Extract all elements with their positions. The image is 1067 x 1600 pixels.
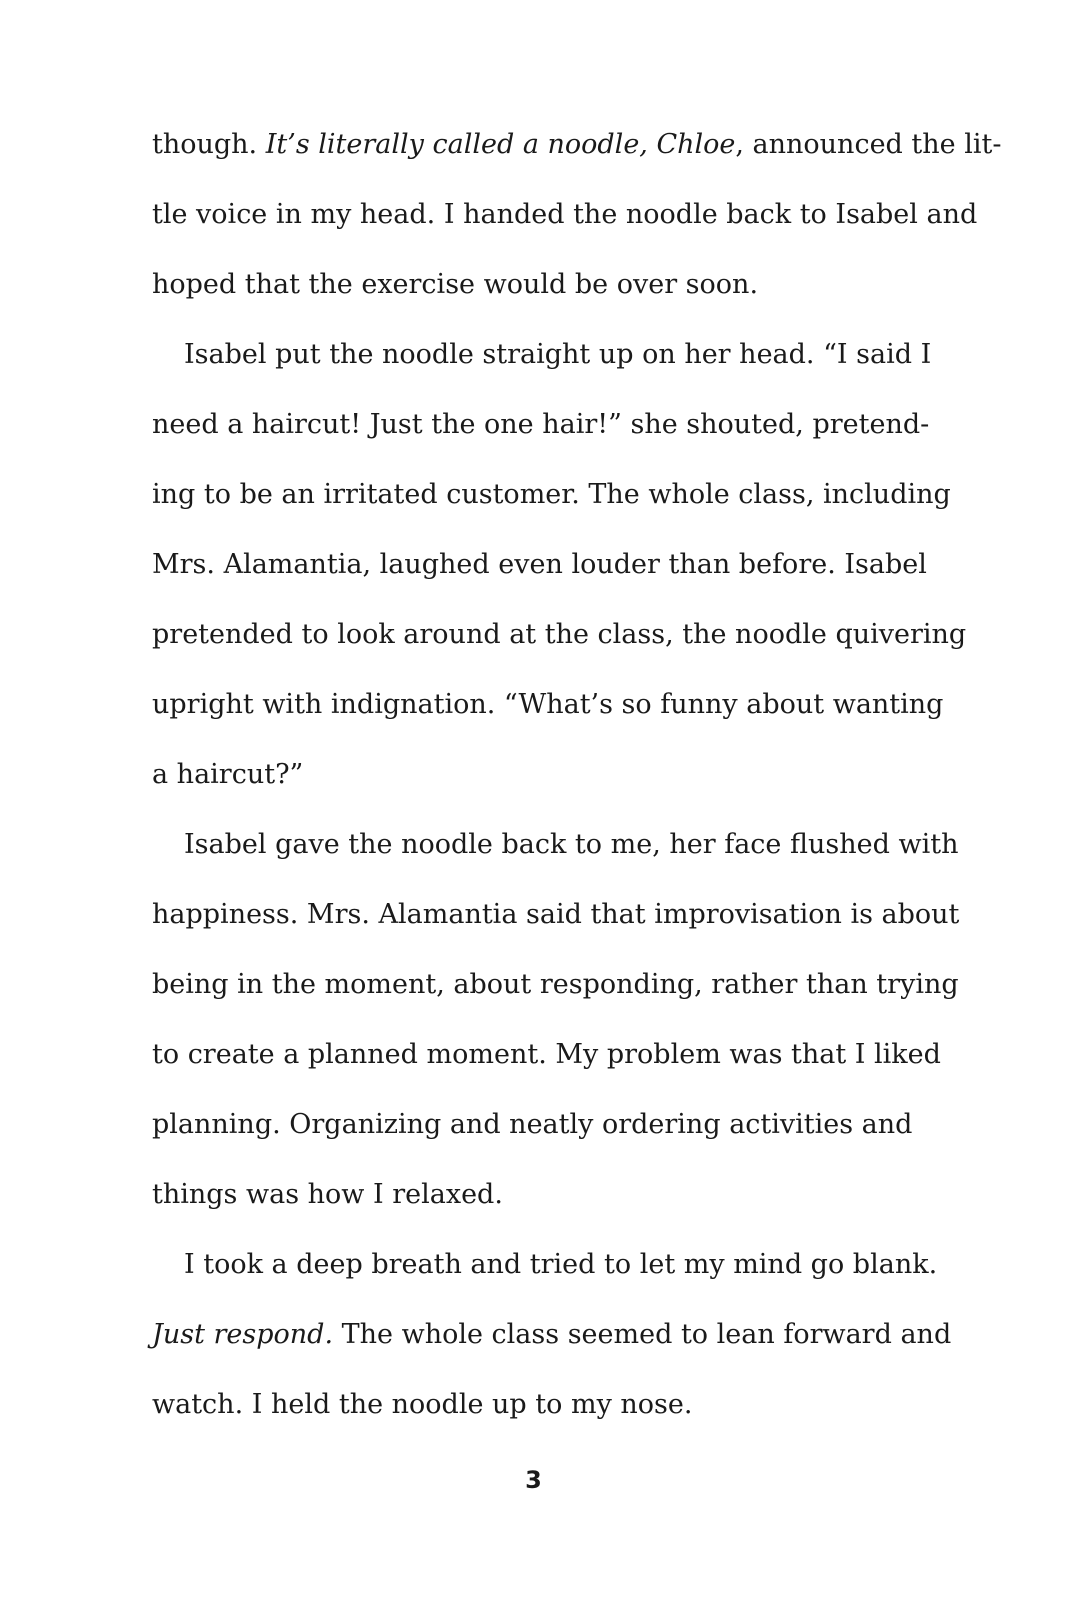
text-line: tle voice in my head. I handed the noodle back to Isabel and — [152, 199, 978, 230]
italic-thought: Just respond. — [152, 1319, 334, 1350]
text-line: ing to be an irritated customer. The whole class, including — [152, 479, 951, 510]
text-line: though. It’s literally called a noodle, Chloe, announced the lit- — [152, 129, 1002, 160]
paragraph-start-line: I took a deep breath and tried to let my mind go blank. — [184, 1249, 938, 1280]
text-line: planning. Organizing and neatly ordering activities and — [152, 1109, 913, 1140]
paragraph-start-line: Isabel put the noodle straight up on her head. “I said I — [184, 339, 932, 370]
text-line: watch. I held the noodle up to my nose. — [152, 1389, 693, 1420]
body-text — [152, 110, 1002, 1440]
text-line: things was how I relaxed. — [152, 1179, 503, 1210]
text-line: Mrs. Alamantia, laughed even louder than before. Isabel — [152, 549, 927, 580]
page-number: 3 — [525, 1466, 542, 1494]
text-line: hoped that the exercise would be over soon. — [152, 269, 759, 300]
text-line: being in the moment, about responding, rather than trying — [152, 969, 959, 1000]
text-line: need a haircut! Just the one hair!” she shouted, pretend- — [152, 409, 930, 440]
text-line: happiness. Mrs. Alamantia said that improvisation is about — [152, 899, 960, 930]
text-line: to create a planned moment. My problem was that I liked — [152, 1039, 941, 1070]
text-line: upright with indignation. “What’s so funny about wanting — [152, 689, 944, 720]
text-line: a haircut?” — [152, 759, 304, 790]
text-line: Just respond. The whole class seemed to lean forward and — [152, 1319, 952, 1350]
text-line: pretended to look around at the class, the noodle quivering — [152, 619, 967, 650]
paragraph-start-line: Isabel gave the noodle back to me, her face flushed with — [184, 829, 959, 860]
italic-thought: It’s literally called a noodle, Chloe — [265, 129, 736, 160]
